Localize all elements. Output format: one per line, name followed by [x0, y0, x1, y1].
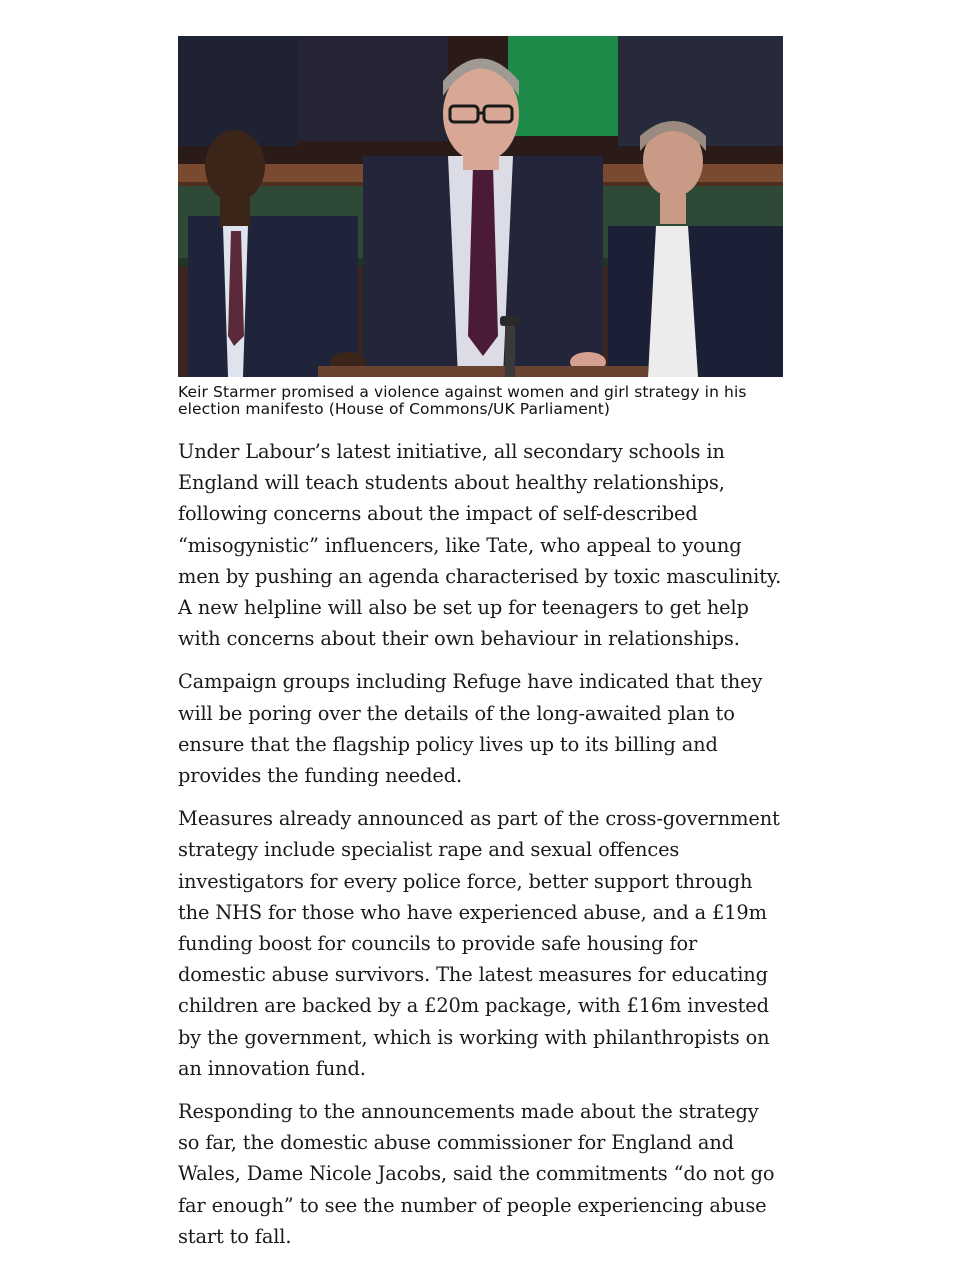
commons-scene-image: [178, 36, 783, 377]
paragraph-3: Measures already announced as part of the cross-government strategy include specialist rape and sexual offences investigators for every police force, better support through the NHS for those who have experienced abuse, and a £19m funding boost for councils to provide safe housing for domestic abuse survivors. The latest measures for educating children are backed by a £20m package, with £16m invested by the government, which is working with philanthropists on an innovation fund.: [178, 807, 780, 1080]
photo-caption: Keir Starmer promised a violence against women and girl strategy in his election manifesto (House of Commons/UK Parliament): [178, 383, 747, 418]
article-photo: [178, 36, 783, 377]
paragraph-1: Under Labour’s latest initiative, all secondary schools in England will teach students about healthy relationships, following concerns about the impact of self-described “misogynistic” influencers, like Tate, who appeal to young men by pushing an agenda characterised by toxic masculinity. A new helpline will also be set up for teenagers to get help with concerns about their own behaviour in relationships.: [178, 440, 782, 651]
article-body: [178, 436, 783, 1252]
paragraph-4: Responding to the announcements made about the strategy so far, the domestic abuse commissioner for England and Wales, Dame Nicole Jacobs, said the commitments “do not go far enough” to see the number of people experiencing abuse start to fall.: [178, 1100, 775, 1248]
paragraph-2: Campaign groups including Refuge have indicated that they will be poring over the details of the long-awaited plan to ensure that the flagship policy lives up to its billing and provides the funding needed.: [178, 670, 763, 788]
article-figure: [178, 36, 783, 418]
article: [178, 36, 783, 1264]
